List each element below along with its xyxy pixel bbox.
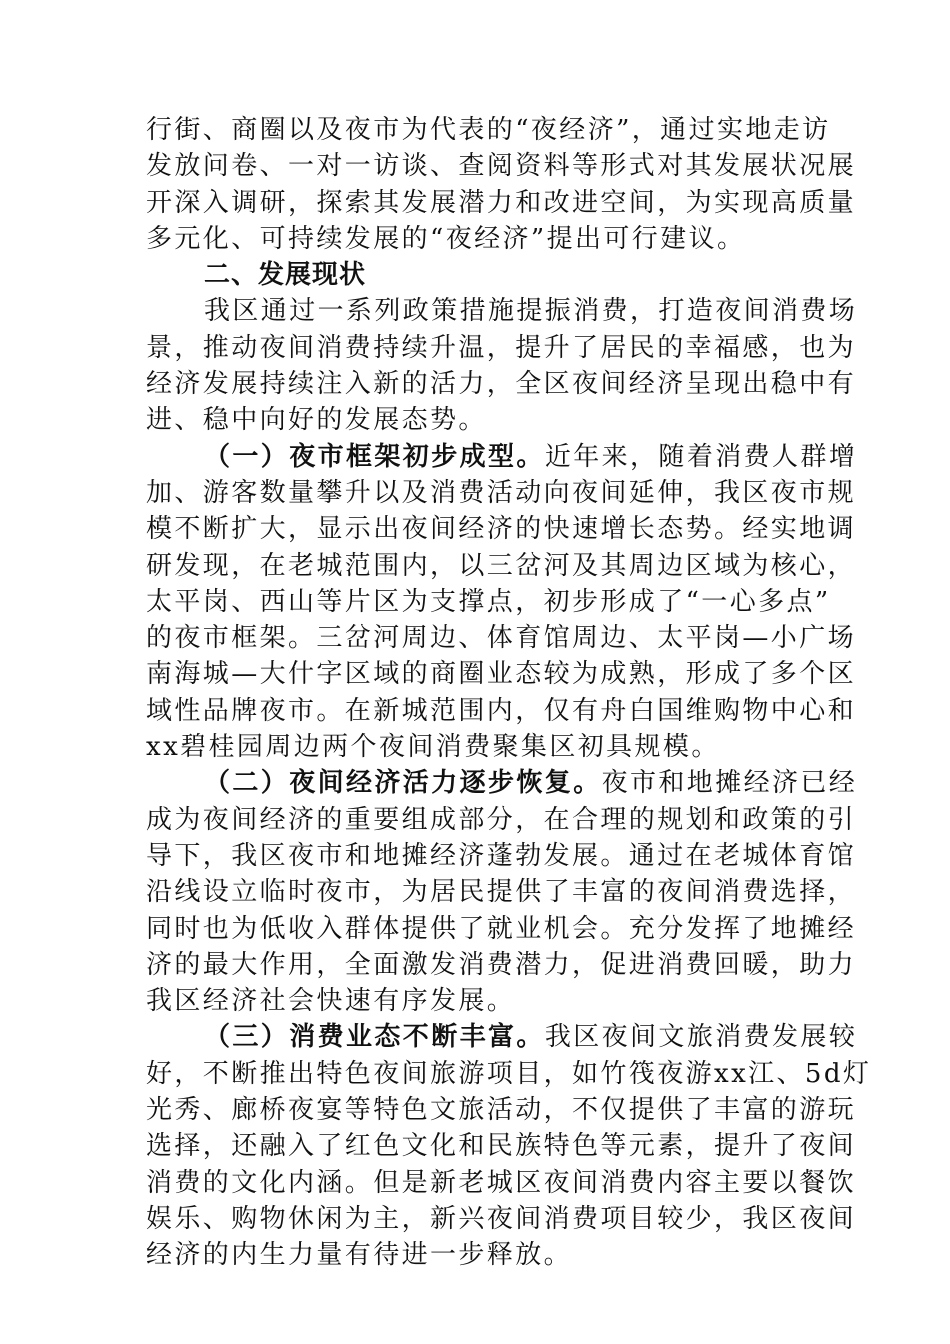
subsection-lead: （一）夜市框架初步成型。 <box>204 441 545 472</box>
text-line: 光秀、廊桥夜宴等特色文旅活动，不仅提供了丰富的游玩 <box>146 1095 857 1126</box>
text-line: 经济的内生力量有待进一步释放。 <box>146 1240 573 1271</box>
subsection-1 <box>146 439 858 766</box>
text-line: 的夜市框架。三岔河周边、体育馆周边、太平岗—小广场 <box>146 623 857 654</box>
text-line: 济的最大作用，全面激发消费潜力，促进消费回暖，助力 <box>146 949 857 980</box>
text-line: 我区经济社会快速有序发展。 <box>146 986 516 1017</box>
text-line: 多元化、可持续发展的“夜经济”提出可行建议。 <box>146 223 746 254</box>
text-line: 行街、商圈以及夜市为代表的“夜经济”，通过实地走访 <box>146 115 831 145</box>
subsection-3 <box>146 1019 872 1273</box>
section-paragraph <box>146 293 858 438</box>
intro-paragraph <box>146 112 857 257</box>
section-heading: 二、发展现状 <box>204 260 367 291</box>
text-line: 进、稳中向好的发展态势。 <box>146 405 487 436</box>
text-line: 经济发展持续注入新的活力，全区夜间经济呈现出稳中有 <box>146 369 857 400</box>
text-line <box>146 1019 858 1055</box>
text-line: xx碧桂园周边两个夜间消费聚集区初具规模。 <box>146 732 720 763</box>
document-page <box>146 112 872 1274</box>
text-line: 好，不断推出特色夜间旅游项目，如竹筏夜游xx江、5d灯 <box>146 1058 872 1089</box>
text-span: 我区夜间文旅消费发展较 <box>544 1022 858 1053</box>
text-line: 研发现，在老城范围内，以三岔河及其周边区域为核心， <box>146 550 857 581</box>
text-span: 近年来，随着消费人群增 <box>544 441 858 472</box>
text-line: 模不断扩大，显示出夜间经济的快速增长态势。经实地调 <box>146 514 857 545</box>
text-line: 开深入调研，探索其发展潜力和改进空间，为实现高质量 <box>146 187 857 218</box>
subsection-2 <box>146 765 858 1019</box>
text-line: 发放问卷、一对一访谈、查阅资料等形式对其发展状况展 <box>146 151 857 182</box>
text-line: 沿线设立临时夜市，为居民提供了丰富的夜间消费选择， <box>146 877 857 908</box>
text-line: 消费的文化内涵。但是新老城区夜间消费内容主要以餐饮 <box>146 1167 857 1198</box>
subsection-lead: （三）消费业态不断丰富。 <box>204 1022 545 1053</box>
text-line <box>146 765 858 801</box>
text-line: 南海城—大什字区域的商圈业态较为成熟，形成了多个区 <box>146 659 857 690</box>
text-line <box>146 439 858 475</box>
text-line: 同时也为低收入群体提供了就业机会。充分发挥了地摊经 <box>146 913 857 944</box>
text-line: 域性品牌夜市。在新城范围内，仅有舟白国维购物中心和 <box>146 695 857 726</box>
text-line: 导下，我区夜市和地摊经济蓬勃发展。通过在老城体育馆 <box>146 840 857 871</box>
text-line: 娱乐、购物休闲为主，新兴夜间消费项目较少，我区夜间 <box>146 1203 857 1234</box>
text-line: 我区通过一系列政策措施提振消费，打造夜间消费场 <box>204 296 858 327</box>
text-line: 加、游客数量攀升以及消费活动向夜间延伸，我区夜市规 <box>146 477 857 508</box>
text-span: 夜市和地摊经济已经 <box>601 768 858 799</box>
text-line: 太平岗、西山等片区为支撑点，初步形成了“一心多点” <box>146 586 831 617</box>
subsection-lead: （二）夜间经济活力逐步恢复。 <box>204 768 602 799</box>
text-line: 成为夜间经济的重要组成部分，在合理的规划和政策的引 <box>146 804 857 835</box>
text-line: 景，推动夜间消费持续升温，提升了居民的幸福感，也为 <box>146 332 857 363</box>
text-line: 选择，还融入了红色文化和民族特色等元素，提升了夜间 <box>146 1131 857 1162</box>
